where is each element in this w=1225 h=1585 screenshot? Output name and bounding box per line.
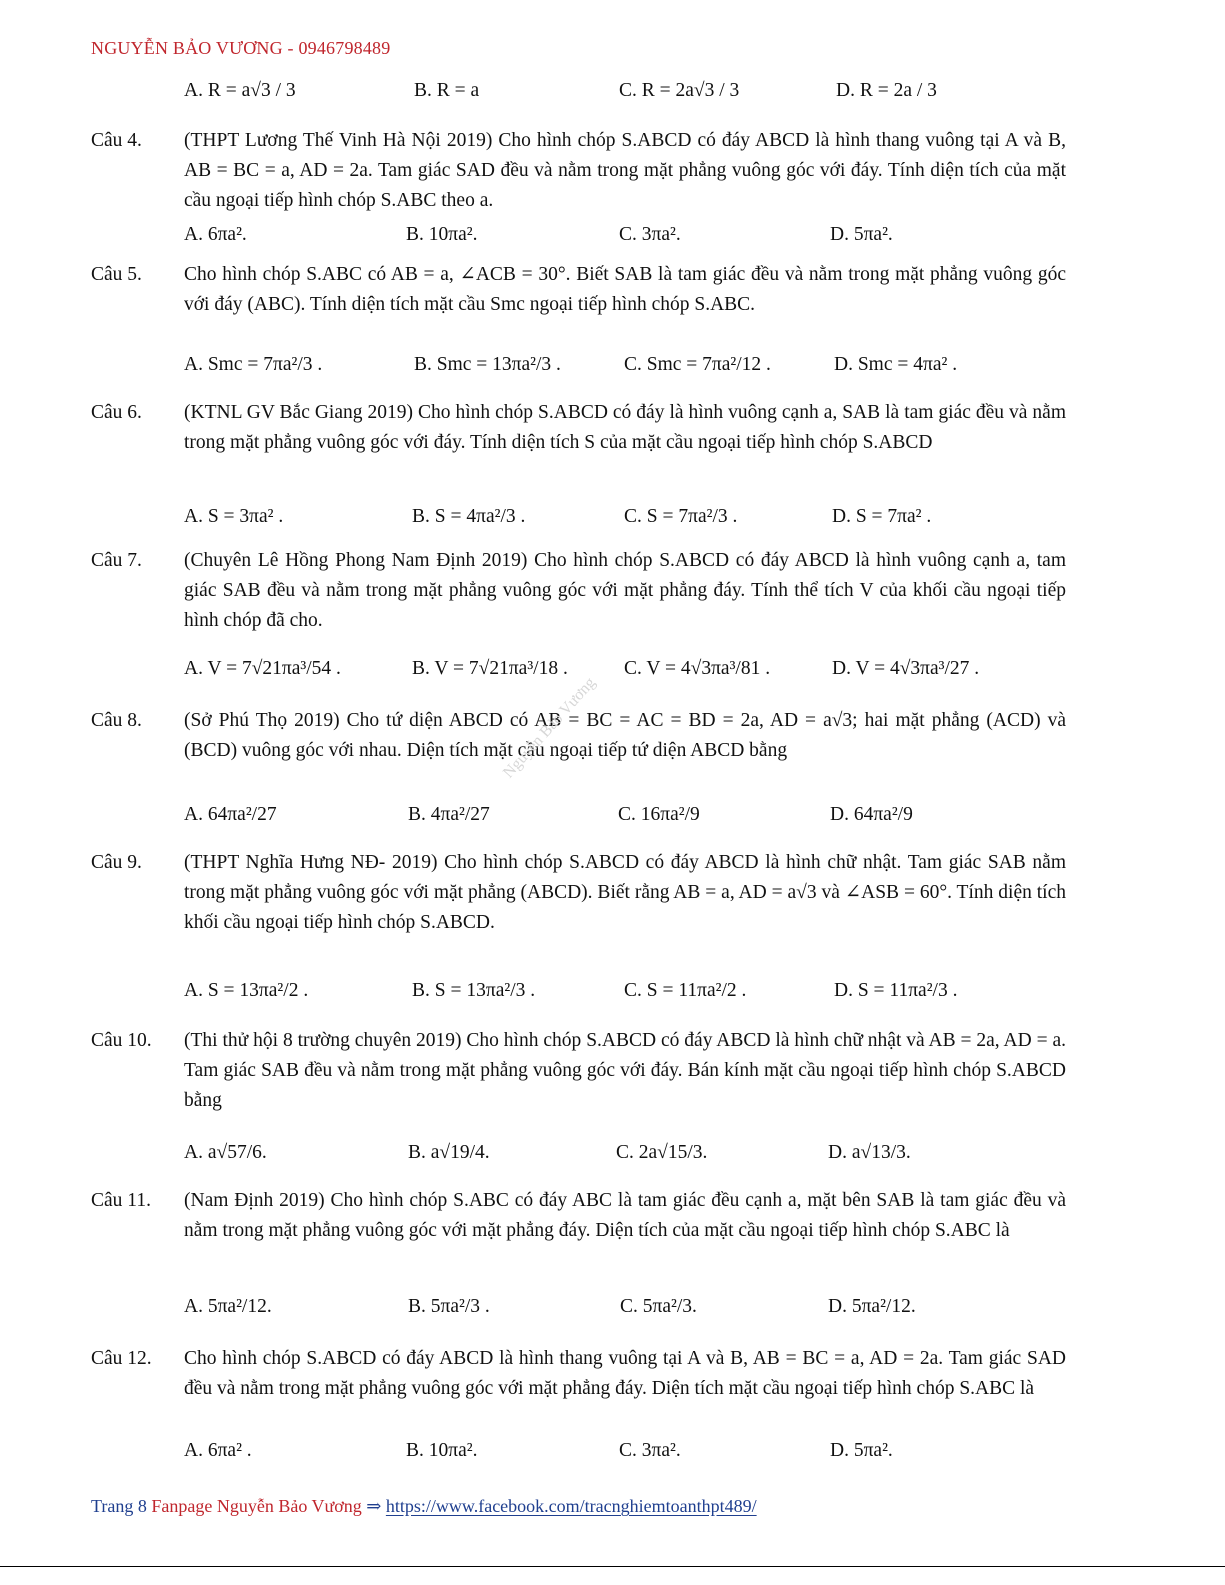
option-d: D. S = 11πa²/3 . [834,980,958,1001]
question-4 [91,126,1066,216]
option-c: C. S = 7πa²/3 . [624,506,738,527]
options-row-q11 [184,1296,1064,1346]
question-text: (Chuyên Lê Hồng Phong Nam Định 2019) Cho hình chóp S.ABCD có đáy ABCD là hình vuông cạnh a, tam giác SAB đều và nằm trong mặt phẳng vuông góc với mặt phẳng đáy. Tính thể tích V của khối cầu ngoại tiếp hình chóp đã cho. [184,550,1066,631]
question-number: Câu 10. [91,1030,152,1051]
option-c: C. V = 4√3πa³/81 . [624,658,771,679]
question-number: Câu 6. [91,402,142,423]
option-a: A. a√57/6. [184,1142,267,1163]
question-number: Câu 5. [91,264,142,285]
question-6 [91,398,1066,458]
option-a: A. 64πa²/27 [184,804,277,825]
question-text: (Thi thử hội 8 trường chuyên 2019) Cho hình chóp S.ABCD có đáy ABCD là hình chữ nhật và AB = 2a, AD = a. Tam giác SAB đều và nằm trong mặt phẳng vuông góc với đáy. Bán kính mặt cầu ngoại tiếp hình chóp S.ABCD bằng [184,1030,1066,1111]
option-d: D. a√13/3. [828,1142,911,1163]
question-number: Câu 9. [91,852,142,873]
question-text: Cho hình chóp S.ABC có AB = a, ∠ACB = 30°. Biết SAB là tam giác đều và nằm trong mặt phẳng vuông góc với đáy (ABC). Tính diện tích mặt cầu Smc ngoại tiếp hình chóp S.ABC. [184,264,1066,315]
option-b: B. 4πa²/27 [408,804,490,825]
page-header [91,38,390,59]
option-a: A. R = a√3 / 3 [184,80,296,101]
option-c: C. 16πa²/9 [618,804,700,825]
author-phone: - 0946798489 [282,38,391,58]
question-9 [91,848,1066,938]
question-number: Câu 7. [91,550,142,571]
option-b: B. S = 13πa²/3 . [412,980,536,1001]
option-c: C. R = 2a√3 / 3 [619,80,740,101]
question-8 [91,706,1066,766]
options-row-q10 [184,1142,1064,1192]
question-number: Câu 8. [91,710,142,731]
option-a: A. V = 7√21πa³/54 . [184,658,341,679]
option-a: A. S = 13πa²/2 . [184,980,309,1001]
question-number: Câu 4. [91,130,142,151]
page-footer [91,1496,757,1517]
option-b: B. 10πa². [406,224,478,245]
question-text: (THPT Lương Thế Vinh Hà Nội 2019) Cho hình chóp S.ABCD có đáy ABCD là hình thang vuông tại A và B, AB = BC = a, AD = 2a. Tam giác SAD đều và nằm trong mặt phẳng vuông góc với đáy. Tính diện tích của mặt cầu ngoại tiếp hình chóp S.ABC theo a. [184,130,1066,211]
question-11 [91,1186,1066,1246]
footer-divider [0,1566,1225,1567]
option-a: A. Smc = 7πa²/3 . [184,354,323,375]
option-c: C. 5πa²/3. [620,1296,697,1317]
question-text: (THPT Nghĩa Hưng NĐ- 2019) Cho hình chóp S.ABCD có đáy ABCD là hình chữ nhật. Tam giác SAB nằm trong mặt phẳng vuông góc với mặt phẳng (ABCD). Biết rằng AB = a, AD = a√3 và ∠ASB = 60°. Tính diện tích khối cầu ngoại tiếp hình chóp S.ABCD. [184,852,1066,933]
question-12 [91,1344,1066,1404]
question-text: Cho hình chóp S.ABCD có đáy ABCD là hình thang vuông tại A và B, AB = BC = a, AD = 2a. Tam giác SAD đều và nằm trong mặt phẳng vuông góc với mặt phẳng đáy. Diện tích mặt cầu ngoại tiếp hình chóp S.ABC là [184,1348,1066,1399]
options-row-q5 [184,354,1064,404]
option-a: A. 6πa² . [184,1440,252,1461]
author-name: NGUYỄN BẢO VƯƠNG [91,38,283,58]
option-d: D. Smc = 4πa² . [834,354,958,375]
option-a: A. 5πa²/12. [184,1296,272,1317]
option-c: C. 2a√15/3. [616,1142,708,1163]
arrow-icon: ⇒ [361,1496,386,1516]
option-d: D. S = 7πa² . [832,506,932,527]
fanpage-label: Fanpage Nguyễn Bảo Vương [151,1496,362,1516]
option-b: B. R = a [414,80,480,101]
watermark: Nguyễn Bảo Vương [500,674,599,782]
page-number: Trang 8 [91,1496,152,1516]
question-10 [91,1026,1066,1116]
option-c: C. 3πa². [619,1440,681,1461]
question-text: (Nam Định 2019) Cho hình chóp S.ABC có đáy ABC là tam giác đều cạnh a, mặt bên SAB là tam giác đều và nằm trong mặt phẳng vuông góc với mặt phẳng đáy. Diện tích của mặt cầu ngoại tiếp hình chóp S.ABC là [184,1190,1066,1241]
question-text: (KTNL GV Bắc Giang 2019) Cho hình chóp S.ABCD có đáy là hình vuông cạnh a, SAB là tam giác đều và nằm trong mặt phẳng vuông góc với đáy. Tính diện tích S của mặt cầu ngoại tiếp hình chóp S.ABCD [184,402,1066,453]
option-b: B. a√19/4. [408,1142,490,1163]
options-row-q12 [184,1440,1064,1490]
facebook-link[interactable]: https://www.facebook.com/tracnghiemtoanthpt489/ [385,1496,757,1516]
option-d: D. V = 4√3πa³/27 . [832,658,980,679]
option-c: C. S = 11πa²/2 . [624,980,747,1001]
question-5 [91,260,1066,320]
options-row-q8 [184,804,1064,854]
option-b: B. V = 7√21πa³/18 . [412,658,568,679]
question-7 [91,546,1066,636]
option-d: D. 5πa². [830,1440,893,1461]
option-b: B. 10πa². [406,1440,478,1461]
options-row-q7 [184,658,1064,708]
option-c: C. 3πa². [619,224,681,245]
option-a: A. 6πa². [184,224,247,245]
option-c: C. Smc = 7πa²/12 . [624,354,771,375]
option-a: A. S = 3πa² . [184,506,284,527]
options-row-q9 [184,980,1064,1030]
option-d: D. 64πa²/9 [830,804,913,825]
option-b: B. Smc = 13πa²/3 . [414,354,561,375]
option-b: B. S = 4πa²/3 . [412,506,526,527]
question-number: Câu 11. [91,1190,151,1211]
option-d: D. 5πa²/12. [828,1296,916,1317]
options-row-q3 [184,80,1064,130]
option-b: B. 5πa²/3 . [408,1296,490,1317]
option-d: D. R = 2a / 3 [836,80,937,101]
question-text: (Sở Phú Thọ 2019) Cho tứ diện ABCD có AB = BC = AC = BD = 2a, AD = a√3; hai mặt phẳng (ACD) và (BCD) vuông góc với nhau. Diện tích mặt cầu ngoại tiếp tứ diện ABCD bằng [184,710,1066,761]
question-number: Câu 12. [91,1348,152,1369]
option-d: D. 5πa². [830,224,893,245]
